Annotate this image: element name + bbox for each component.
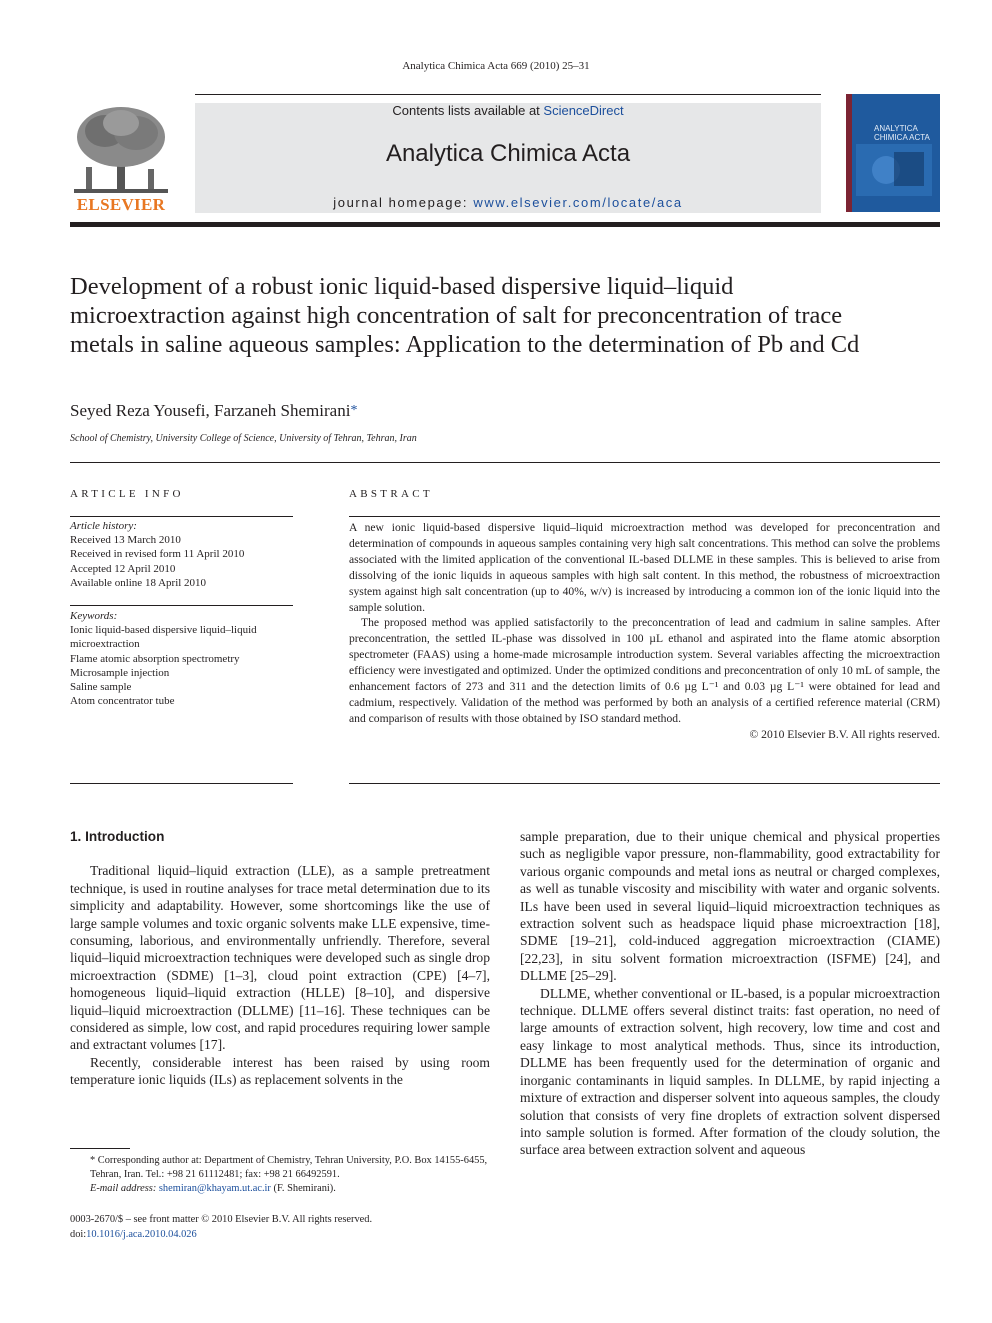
author-names: Seyed Reza Yousefi, Farzaneh Shemirani — [70, 401, 351, 420]
sciencedirect-link[interactable]: ScienceDirect — [543, 103, 624, 118]
corresponding-author-mark[interactable]: * — [350, 403, 358, 418]
cover-title-line-1: ANALYTICA — [874, 124, 918, 133]
email-suffix: (F. Shemirani). — [270, 1183, 336, 1195]
cover-artwork — [846, 94, 940, 212]
abstract-rule — [349, 516, 940, 517]
doi-line — [70, 1227, 490, 1242]
article-history — [70, 519, 295, 590]
email-link[interactable]: shemiran@khayam.ut.ac.ir — [158, 1183, 271, 1195]
elsevier-logo — [70, 103, 172, 215]
title-divider — [70, 462, 940, 463]
authors — [70, 401, 357, 421]
body-paragraph: sample preparation, due to their unique chemical and physical properties such as negligible vapor pressure, non-flammability, good extractability for various organic compounds and metal ions as neutral or charged complexes, as well as tunable viscosity and miscibility with water and organic solvents. ILs have been used in several liquid–liquid microextraction techniques as extraction solvent such as headspace liquid phase microextraction [18], SDME [19–21], cold-induced aggregation microextraction (CIAME) [22,23], in situ solvent formation microextraction (ISFME) [24], and DLLME [25–29]. — [520, 829, 940, 984]
abstract-paragraph: A new ionic liquid-based dispersive liquid–liquid microextraction method was developed for preconcentration and determination of compounds in aqueous samples containing very high salt concentrations. This method can solve the problems associated with the limited application of the conventional IL-based DLLME in these samples. This is believed to arise from dissolving of the ionic liquids in aqueous samples with high salt content. In this method, the robustness of microextraction system against high salt concentration (up to 40%, w/v) is increased by introducing a common ion of the ionic liquid into the sample solution. — [349, 521, 940, 614]
homepage-link[interactable]: www.elsevier.com/locate/aca — [473, 195, 683, 210]
doi-link[interactable]: 10.1016/j.aca.2010.04.026 — [86, 1229, 197, 1240]
elsevier-wordmark: ELSEVIER — [76, 195, 166, 214]
abstract-heading: ABSTRACT — [349, 488, 433, 500]
cover-title — [874, 124, 930, 142]
email-label: E-mail address: — [90, 1183, 159, 1195]
body-left-column — [70, 828, 490, 1089]
history-item: Accepted 12 April 2010 — [70, 562, 176, 575]
body-paragraph: Recently, considerable interest has been raised by using room temperature ionic liquids (ILs) as replacement solvents in the — [70, 1054, 490, 1088]
footnote — [70, 1154, 490, 1197]
article-info-rule — [70, 516, 293, 517]
abstract-paragraph: The proposed method was applied satisfactorily to the preconcentration of lead and cadmium in saline samples. After preconcentration, the settled IL-phase was dissolved in 100 µL ethanol and aspirated into the flame atomic absorption spectrometer (FAAS) using a home-made microsample introduction system. Several variables affecting the microextraction efficiency were investigated and optimized. Under the optimized conditions and preconcentration of only 10 mL of sample, the enhancement factors of 273 and 311 and the detection limits of 0.6 µg L⁻¹ and 0.03 µg L⁻¹ were obtained for lead and cadmium, respectively. Validation of the method was performed by both an analysis of a certified reference material (CRM) and comparison of results with those obtained by ISO standard method. — [349, 616, 940, 725]
body-paragraph: DLLME, whether conventional or IL-based, is a popular microextraction technique. DLLME offers several distinct traits: fast operation, no need of large amounts of extraction solvent, high recovery, low time and cost and easy linkage to most analytical methods. Thus, since its introduction, DLLME has been frequently used for the determination of organic and inorganic contaminants in liquid samples. In DLLME, by rapid injecting a mixture of extraction and disperser solvent into aqueous samples, the cloudy solution that consists of very fine droplets of extraction solvent dispersed into sample solution is formed. After formation of the cloudy solution, the surface area between extraction solvent and aqueous — [520, 985, 940, 1158]
article-info-heading: ARTICLE INFO — [70, 488, 184, 500]
journal-title: Analytica Chimica Acta — [385, 140, 631, 167]
keyword: Microsample injection — [70, 666, 170, 679]
elsevier-tree-icon — [70, 103, 172, 197]
abstract-body — [349, 520, 940, 743]
email-line — [70, 1182, 490, 1196]
header-thick-rule — [70, 222, 940, 227]
body-right-column — [520, 828, 940, 1159]
homepage-line — [195, 195, 821, 210]
journal-cover-image — [846, 94, 940, 212]
keywords — [70, 609, 295, 708]
history-item: Available online 18 April 2010 — [70, 576, 207, 589]
history-label: Article history: — [70, 520, 137, 532]
affiliation: School of Chemistry, University College of Science, University of Tehran, Tehran, Iran — [70, 433, 417, 444]
issn-line: 0003-2670/$ – see front matter © 2010 Elsevier B.V. All rights reserved. — [70, 1214, 373, 1225]
article-info-rule — [70, 605, 293, 606]
front-matter — [70, 1212, 490, 1242]
abstract-rule — [349, 783, 940, 784]
section-heading: 1. Introduction — [70, 829, 165, 844]
keyword: Ionic liquid-based dispersive liquid–liquid microextraction — [70, 624, 257, 651]
header-top-rule — [195, 94, 821, 95]
homepage-prefix: journal homepage: — [333, 195, 474, 210]
contents-line — [195, 103, 821, 118]
article-info-rule — [70, 783, 293, 784]
body-paragraph: Traditional liquid–liquid extraction (LLE), as a sample pretreatment technique, is used in routine analyses for trace metal determination due to its simplicity and adaptability. However, some shortcomings like the use of large sample volumes and toxic organic solvents make LLE expensive, time-consuming, laborious, and environmentally unfriendly. Therefore, several liquid–liquid microextraction techniques were developed such as single drop microextraction (SDME) [1–3], cloud point extraction (CPE) [4–7], homogeneous liquid–liquid extraction (HLLE) [8–10], and dispersive liquid–liquid microextraction (DLLME) [11–16]. These techniques can be considered as simple, low cost, and rapid procedures requiring lower sample and extractant volumes [17]. — [70, 863, 490, 1053]
journal-reference: Analytica Chimica Acta 669 (2010) 25–31 — [402, 60, 590, 72]
doi-prefix: doi: — [70, 1229, 87, 1240]
keyword: Saline sample — [70, 681, 132, 694]
history-item: Received 13 March 2010 — [70, 534, 181, 547]
abstract-copyright: © 2010 Elsevier B.V. All rights reserved. — [749, 727, 940, 741]
history-item: Received in revised form 11 April 2010 — [70, 548, 245, 561]
keyword: Atom concentrator tube — [70, 695, 175, 708]
keywords-label: Keywords: — [70, 610, 118, 622]
article-title: Development of a robust ionic liquid-based dispersive liquid–liquid microextraction against high concentration of salt for preconcentration of trace metals in saline aqueous samples: Application to the determination of Pb and Cd — [70, 273, 860, 358]
contents-prefix: Contents lists available at — [392, 103, 544, 118]
corresponding-author-note: * Corresponding author at: Department of Chemistry, Tehran University, P.O. Box 14155-6455, Tehran, Iran. Tel.: +98 21 61112481; fax: +98 21 66492591. — [90, 1155, 488, 1181]
footnote-rule — [70, 1148, 130, 1149]
cover-title-line-2: CHIMICA ACTA — [874, 133, 930, 142]
keyword: Flame atomic absorption spectrometry — [70, 652, 240, 665]
